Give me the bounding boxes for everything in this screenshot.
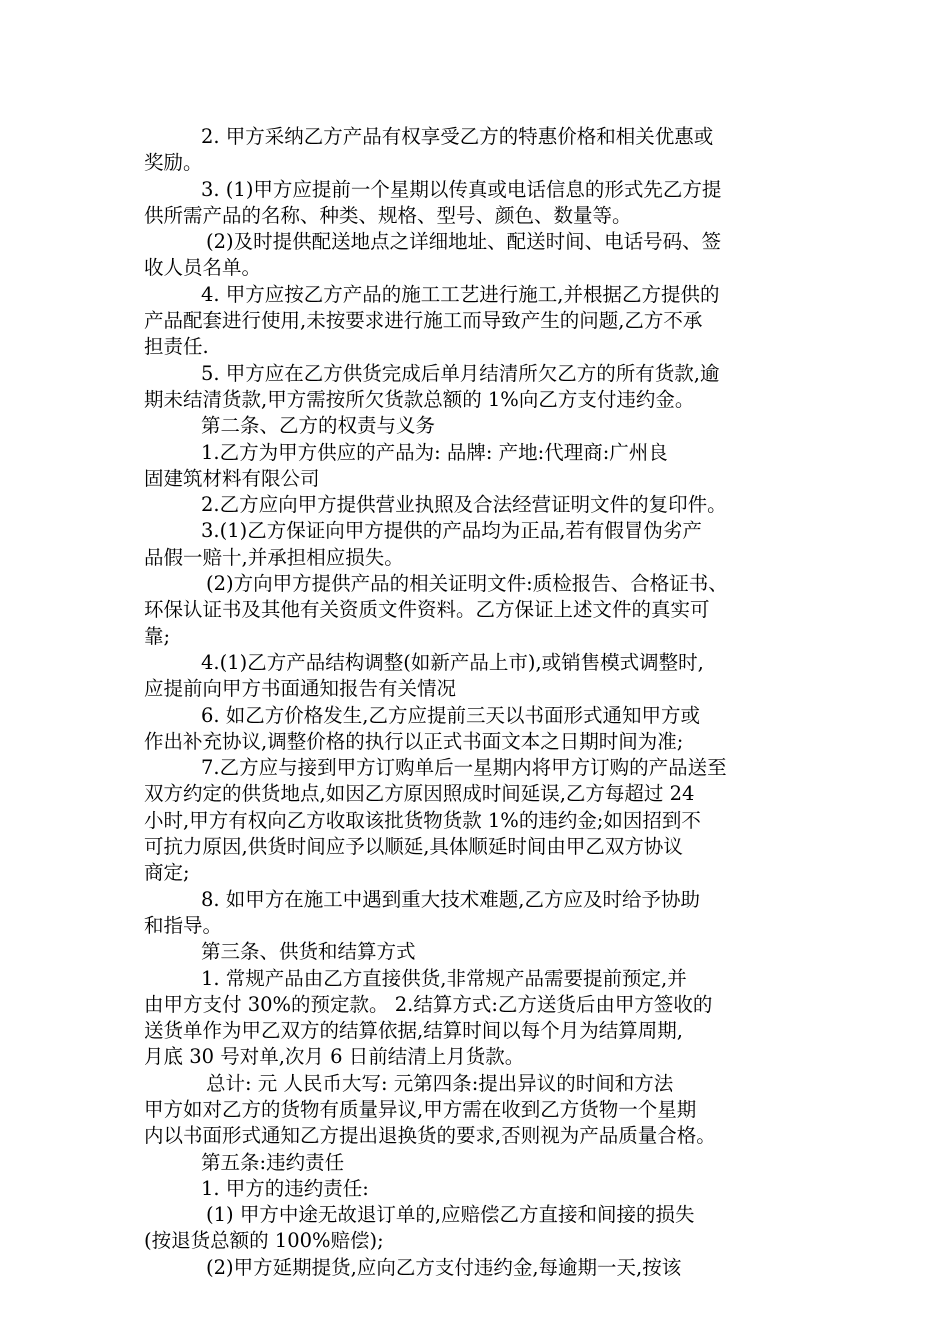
text-line: 内以书面形式通知乙方提出退换货的要求,否则视为产品质量合格。 bbox=[144, 1124, 716, 1148]
text-line: 4.(1)乙方产品结构调整(如新产品上市),或销售模式调整时, bbox=[201, 650, 704, 674]
text-line: 靠; bbox=[144, 624, 171, 648]
text-line: 双方约定的供货地点,如因乙方原因照成时间延误,乙方每超过 24 bbox=[144, 782, 695, 806]
text-line: 送货单作为甲乙双方的结算依据,结算时间以每个月为结算周期, bbox=[144, 1019, 683, 1043]
text-line: 奖励。 bbox=[144, 151, 203, 175]
text-line: 2. 甲方采纳乙方产品有权享受乙方的特惠价格和相关优惠或 bbox=[201, 125, 714, 148]
text-line: (2)甲方延期提货,应向乙方支付违约金,每逾期一天,按该 bbox=[206, 1255, 682, 1279]
text-line: 供所需产品的名称、种类、规格、型号、颜色、数量等。 bbox=[144, 203, 632, 227]
text-line: 作出补充协议,调整价格的执行以正式书面文本之日期时间为准; bbox=[144, 729, 684, 753]
text-line: 产品配套进行使用,未按要求进行施工而导致产生的问题,乙方不承 bbox=[144, 309, 703, 333]
text-line: (按退货总额的 100%赔偿); bbox=[144, 1229, 384, 1253]
text-line: 品假一赔十,并承担相应损失。 bbox=[144, 545, 404, 569]
contract-body-text bbox=[144, 124, 809, 1281]
text-line: 3.(1)乙方保证向甲方提供的产品均为正品,若有假冒伪劣产 bbox=[201, 519, 702, 543]
text-line: (2)及时提供配送地点之详细地址、配送时间、电话号码、签 bbox=[206, 230, 722, 254]
text-line: 收人员名单。 bbox=[144, 256, 262, 280]
text-line: 商定; bbox=[144, 861, 190, 885]
text-line: 环保认证书及其他有关资质文件资料。乙方保证上述文件的真实可 bbox=[144, 598, 710, 622]
text-line: 由甲方支付 30%的预定款。 2.结算方式:乙方送货后由甲方签收的 bbox=[144, 992, 713, 1016]
text-line: (1) 甲方中途无故退订单的,应赔偿乙方直接和间接的损失 bbox=[206, 1203, 695, 1227]
text-line: 可抗力原因,供货时间应予以顺延,具体顺延时间由甲乙双方协议 bbox=[144, 835, 683, 859]
text-line: 应提前向甲方书面通知报告有关情况 bbox=[144, 677, 457, 701]
text-line: 1.乙方为甲方供应的产品为: 品牌: 产地:代理商:广州良 bbox=[201, 440, 668, 464]
text-line: 5. 甲方应在乙方供货完成后单月结清所欠乙方的所有货款,逾 bbox=[201, 361, 720, 385]
text-line: 1. 常规产品由乙方直接供货,非常规产品需要提前预定,并 bbox=[201, 966, 687, 990]
text-line: 总计: 元 人民币大写: 元第四条:提出异议的时间和方法 bbox=[206, 1071, 674, 1095]
text-line: 第二条、乙方的权责与义务 bbox=[201, 414, 436, 438]
text-line: 3. (1)甲方应提前一个星期以传真或电话信息的形式先乙方提 bbox=[201, 177, 722, 201]
text-line: 1. 甲方的违约责任: bbox=[201, 1176, 369, 1200]
text-line: 月底 30 号对单,次月 6 日前结清上月货款。 bbox=[144, 1045, 525, 1069]
text-line: 2.乙方应向甲方提供营业执照及合法经营证明文件的复印件。 bbox=[201, 493, 727, 517]
text-line: 4. 甲方应按乙方产品的施工工艺进行施工,并根据乙方提供的 bbox=[201, 282, 720, 306]
text-line: 固建筑材料有限公司 bbox=[144, 466, 320, 490]
text-line: 甲方如对乙方的货物有质量异议,甲方需在收到乙方货物一个星期 bbox=[144, 1097, 697, 1121]
text-line: 第五条:违约责任 bbox=[201, 1150, 345, 1174]
text-line: 第三条、供货和结算方式 bbox=[201, 940, 416, 964]
text-line: (2)方向甲方提供产品的相关证明文件:质检报告、合格证书、 bbox=[206, 572, 728, 596]
text-line: 8. 如甲方在施工中遇到重大技术难题,乙方应及时给予协助 bbox=[201, 887, 701, 911]
text-line: 6. 如乙方价格发生,乙方应提前三天以书面形式通知甲方或 bbox=[201, 703, 701, 727]
text-line: 7.乙方应与接到甲方订购单后一星期内将甲方订购的产品送至 bbox=[201, 756, 727, 780]
text-line: 担责任. bbox=[144, 335, 209, 359]
text-line: 期未结清货款,甲方需按所欠货款总额的 1%向乙方支付违约金。 bbox=[144, 387, 695, 411]
text-line: 小时,甲方有权向乙方收取该批货物货款 1%的违约金;如因招到不 bbox=[144, 808, 701, 832]
text-line: 和指导。 bbox=[144, 913, 223, 937]
